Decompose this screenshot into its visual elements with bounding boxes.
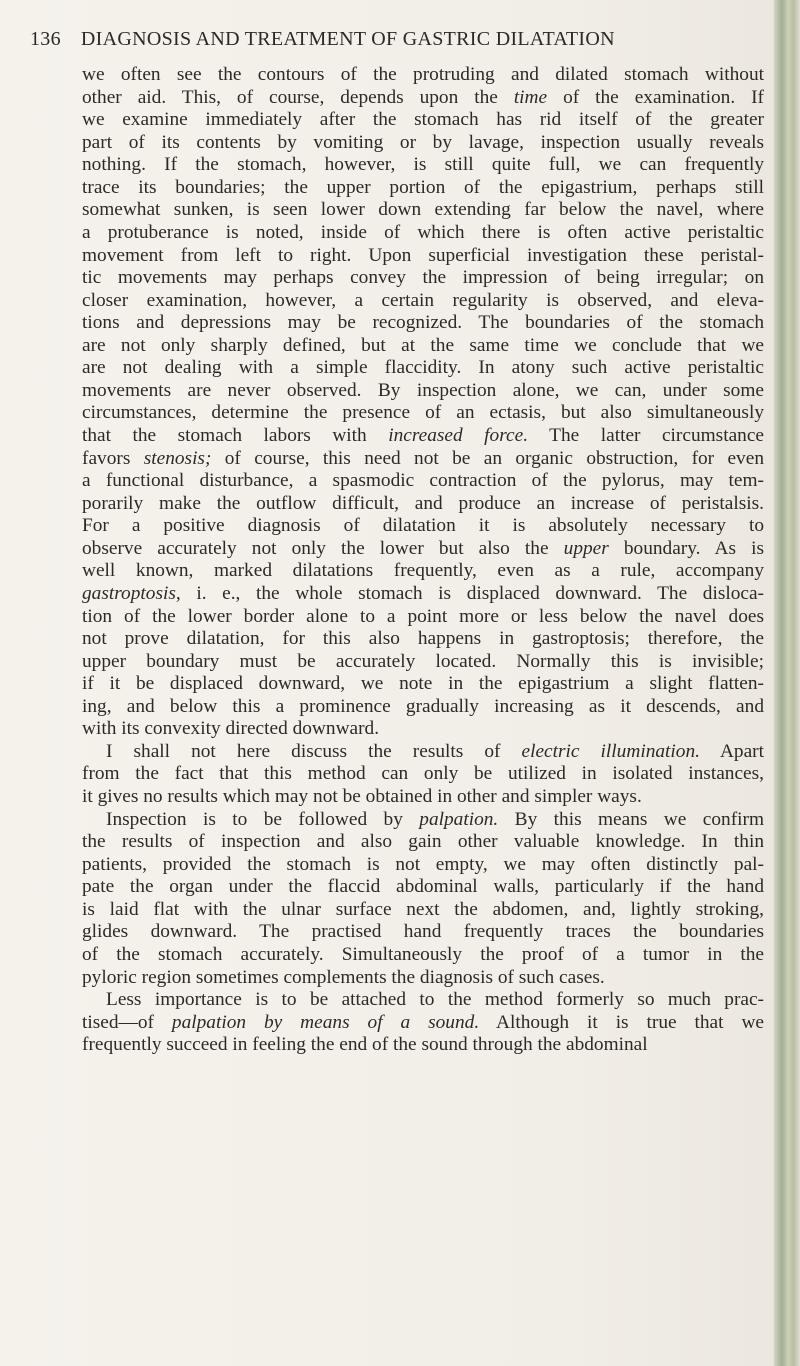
text-run: By this means we confirm xyxy=(498,808,764,830)
italic-phrase: palpation. xyxy=(419,808,499,830)
text-run: of course, this need not be an organic obstruction, for even xyxy=(211,447,764,469)
text-run: patients, provided the stomach is not empty, we may often distinctly pal- xyxy=(82,853,764,875)
text-run: favors xyxy=(82,447,144,469)
running-header xyxy=(30,28,750,51)
text-run: circumstances, determine the presence of an ectasis, but also simultaneously xyxy=(82,402,764,424)
text-run: Inspection is to be followed by xyxy=(106,808,420,830)
text-line xyxy=(82,786,764,809)
text-line xyxy=(82,199,764,222)
text-line xyxy=(82,651,764,674)
text-line xyxy=(82,357,764,380)
page-number: 136 xyxy=(30,28,61,50)
text-line xyxy=(82,921,764,944)
text-line xyxy=(82,177,764,200)
text-line xyxy=(82,673,764,696)
text-run: of the stomach accurately. Simultaneously the proof of a tumor in the xyxy=(82,943,764,965)
italic-phrase: electric illumination. xyxy=(521,740,700,762)
italic-phrase: time xyxy=(513,86,548,108)
text-line xyxy=(82,425,764,448)
text-line xyxy=(82,560,764,583)
text-run: boundary. As is xyxy=(608,537,764,559)
body-text xyxy=(82,64,764,1057)
italic-phrase: stenosis; xyxy=(143,447,212,469)
text-run: other aid. This, of course, depends upon the xyxy=(82,86,514,108)
text-line xyxy=(82,380,764,403)
text-line xyxy=(82,718,764,741)
text-run: from the fact that this method can only be utilized in isolated instances, xyxy=(82,763,764,785)
text-run: Less importance is to be attached to the method formerly so much prac- xyxy=(106,989,764,1011)
text-run: tions and depressions may be recognized. The boundaries of the stomach xyxy=(82,312,764,334)
text-run: glides downward. The practised hand frequently traces the boundaries xyxy=(82,921,764,943)
text-run: pyloric region sometimes complements the diagnosis of such cases. xyxy=(82,966,605,988)
text-line xyxy=(82,876,764,899)
paragraph xyxy=(82,64,764,741)
page-edge xyxy=(774,0,800,1366)
italic-phrase: upper xyxy=(563,537,609,559)
italic-phrase: increased force. xyxy=(388,425,529,446)
text-run: it gives no results which may not be obtained in other and simpler ways. xyxy=(82,786,642,807)
text-run: if it be displaced downward, we note in the epigastrium a slight flatten- xyxy=(82,673,764,695)
text-run: i. e., the whole stomach is displaced downward. The disloca- xyxy=(180,582,764,604)
text-run: of the examination. If xyxy=(547,86,764,108)
italic-phrase: palpation by means of a sound. xyxy=(171,1011,480,1033)
text-run: observe accurately not only the lower but also the xyxy=(82,537,564,559)
text-line xyxy=(82,154,764,177)
text-run: part of its contents by vomiting or by lavage, inspection usually reveals xyxy=(82,131,764,153)
text-run: somewhat sunken, is seen lower down extending far below the navel, where xyxy=(82,199,764,221)
text-line xyxy=(82,628,764,651)
text-run: we examine immediately after the stomach has rid itself of the greater xyxy=(82,109,764,131)
text-line xyxy=(82,583,764,606)
text-line xyxy=(82,1012,764,1035)
text-run: ing, and below this a prominence gradually increasing as it descends, and xyxy=(82,695,764,717)
text-run: not prove dilatation, for this also happens in gastroptosis; therefore, the xyxy=(82,628,764,650)
text-run: tised—of xyxy=(82,1011,172,1033)
text-run: with its convexity directed downward. xyxy=(82,718,380,740)
text-run: trace its boundaries; the upper portion of the epigastrium, perhaps still xyxy=(82,176,764,198)
running-title: DIAGNOSIS AND TREATMENT OF GASTRIC DILATATION xyxy=(80,28,615,50)
text-line xyxy=(82,132,764,155)
text-run: nothing. If the stomach, however, is still quite full, we can frequently xyxy=(82,154,764,176)
text-line xyxy=(82,222,764,245)
text-line xyxy=(82,515,764,538)
text-line xyxy=(82,809,764,832)
text-line xyxy=(82,470,764,493)
text-run: are not only sharply defined, but at the same time we conclude that we xyxy=(82,334,764,356)
text-line xyxy=(82,64,764,87)
text-run: Although it is true that we xyxy=(479,1011,764,1033)
text-run: that the stomach labors with xyxy=(82,425,389,446)
text-line xyxy=(82,290,764,313)
text-run: upper boundary must be accurately located. Normally this is invisible; xyxy=(82,650,764,672)
text-line xyxy=(82,312,764,335)
text-line xyxy=(82,267,764,290)
text-line xyxy=(82,854,764,877)
text-run: a functional disturbance, a spasmodic contraction of the pylorus, may tem- xyxy=(82,470,764,492)
text-run: The latter circumstance xyxy=(528,425,764,446)
paragraph xyxy=(82,809,764,990)
text-run: porarily make the outflow difficult, and produce an increase of peristalsis. xyxy=(82,492,764,514)
text-line xyxy=(82,402,764,425)
text-line xyxy=(82,696,764,719)
text-run: closer examination, however, a certain regularity is observed, and eleva- xyxy=(82,289,764,311)
text-line xyxy=(82,944,764,967)
text-line xyxy=(82,493,764,516)
text-run: I shall not here discuss the results of xyxy=(106,740,522,762)
text-run: tion of the lower border alone to a point more or less below the navel does xyxy=(82,605,764,627)
text-line xyxy=(82,448,764,471)
text-run: tic movements may perhaps convey the impression of being irregular; on xyxy=(82,267,764,289)
paragraph xyxy=(82,741,764,809)
text-line xyxy=(82,831,764,854)
paragraph xyxy=(82,989,764,1057)
text-line xyxy=(82,335,764,358)
text-run: a protuberance is noted, inside of which there is often active peristaltic xyxy=(82,221,764,243)
text-run: we often see the contours of the protruding and dilated stomach without xyxy=(82,64,764,85)
text-line xyxy=(82,87,764,110)
text-line xyxy=(82,109,764,132)
text-run: For a positive diagnosis of dilatation it is absolutely necessary to xyxy=(82,515,764,537)
text-line xyxy=(82,989,764,1012)
text-run: are not dealing with a simple flaccidity. In atony such active peristaltic xyxy=(82,357,764,379)
text-run: movements are never observed. By inspection alone, we can, under some xyxy=(82,379,764,401)
text-line xyxy=(82,538,764,561)
text-line xyxy=(82,967,764,990)
text-line xyxy=(82,245,764,268)
text-run: is laid flat with the ulnar surface next the abdomen, and, lightly stroking, xyxy=(82,898,764,920)
text-run: well known, marked dilatations frequently, even as a rule, accompany xyxy=(82,560,764,582)
text-run: pate the organ under the flaccid abdominal walls, particularly if the hand xyxy=(82,876,764,898)
text-line xyxy=(82,741,764,764)
text-line xyxy=(82,606,764,629)
text-line xyxy=(82,763,764,786)
text-line xyxy=(82,899,764,922)
italic-phrase: gastroptosis, xyxy=(82,582,181,604)
text-run: frequently succeed in feeling the end of the sound through the abdominal xyxy=(82,1034,648,1056)
text-line xyxy=(82,1034,764,1057)
text-run: Apart xyxy=(699,740,764,762)
text-run: movement from left to right. Upon superficial investigation these peristal- xyxy=(82,244,764,266)
text-run: the results of inspection and also gain other valuable knowledge. In thin xyxy=(82,831,764,853)
